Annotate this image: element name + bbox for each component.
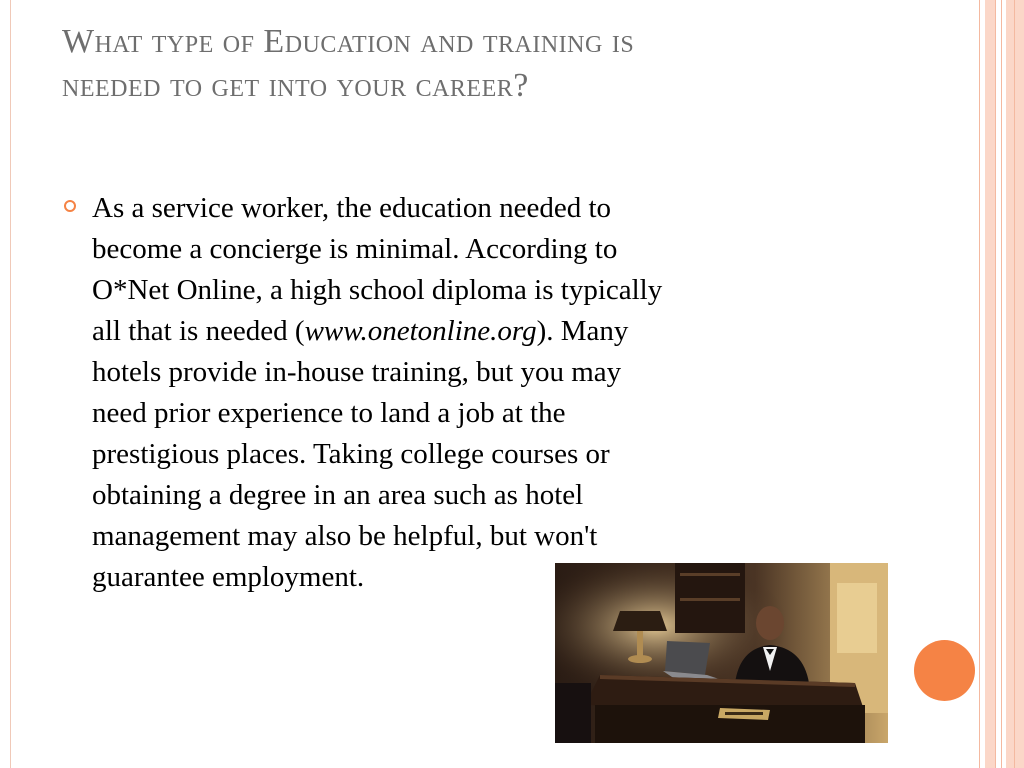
- concierge-photo: [555, 563, 888, 743]
- body-line: As a service worker, the education needed to: [92, 192, 612, 224]
- orange-circle-decoration: [914, 640, 975, 701]
- right-stripe: [1014, 0, 1015, 768]
- bullet-text: [92, 188, 882, 598]
- right-stripe: [995, 0, 996, 768]
- title-line: What type of Education and training is: [62, 23, 635, 60]
- body-text-segment: ). Many: [536, 315, 629, 347]
- title-line: needed to get into your career?: [62, 67, 529, 104]
- concierge-photo-illustration: [555, 563, 888, 743]
- body-line: management may also be helpful, but won't: [92, 520, 598, 552]
- body-line: guarantee employment.: [92, 561, 365, 593]
- right-stripe: [1006, 0, 1024, 768]
- onetonline-link-text: www.onetonline.org: [304, 315, 537, 347]
- right-stripe: [985, 0, 995, 768]
- body-line: hotels provide in-house training, but you may: [92, 356, 622, 388]
- body-line: become a concierge is minimal. According to: [92, 233, 618, 265]
- body-text-segment: all that is needed (: [92, 315, 305, 347]
- body-line: obtaining a degree in an area such as hotel: [92, 479, 584, 511]
- body-line: O*Net Online, a high school diploma is typically: [92, 274, 663, 306]
- ring-bullet-icon: [64, 200, 76, 212]
- slide-title: [62, 20, 942, 108]
- right-stripe: [1001, 0, 1002, 768]
- body-line: [92, 311, 882, 352]
- right-stripe: [979, 0, 980, 768]
- body-line: need prior experience to land a job at the: [92, 397, 566, 429]
- body-line: prestigious places. Taking college courses or: [92, 438, 610, 470]
- frame-left-line: [10, 0, 11, 768]
